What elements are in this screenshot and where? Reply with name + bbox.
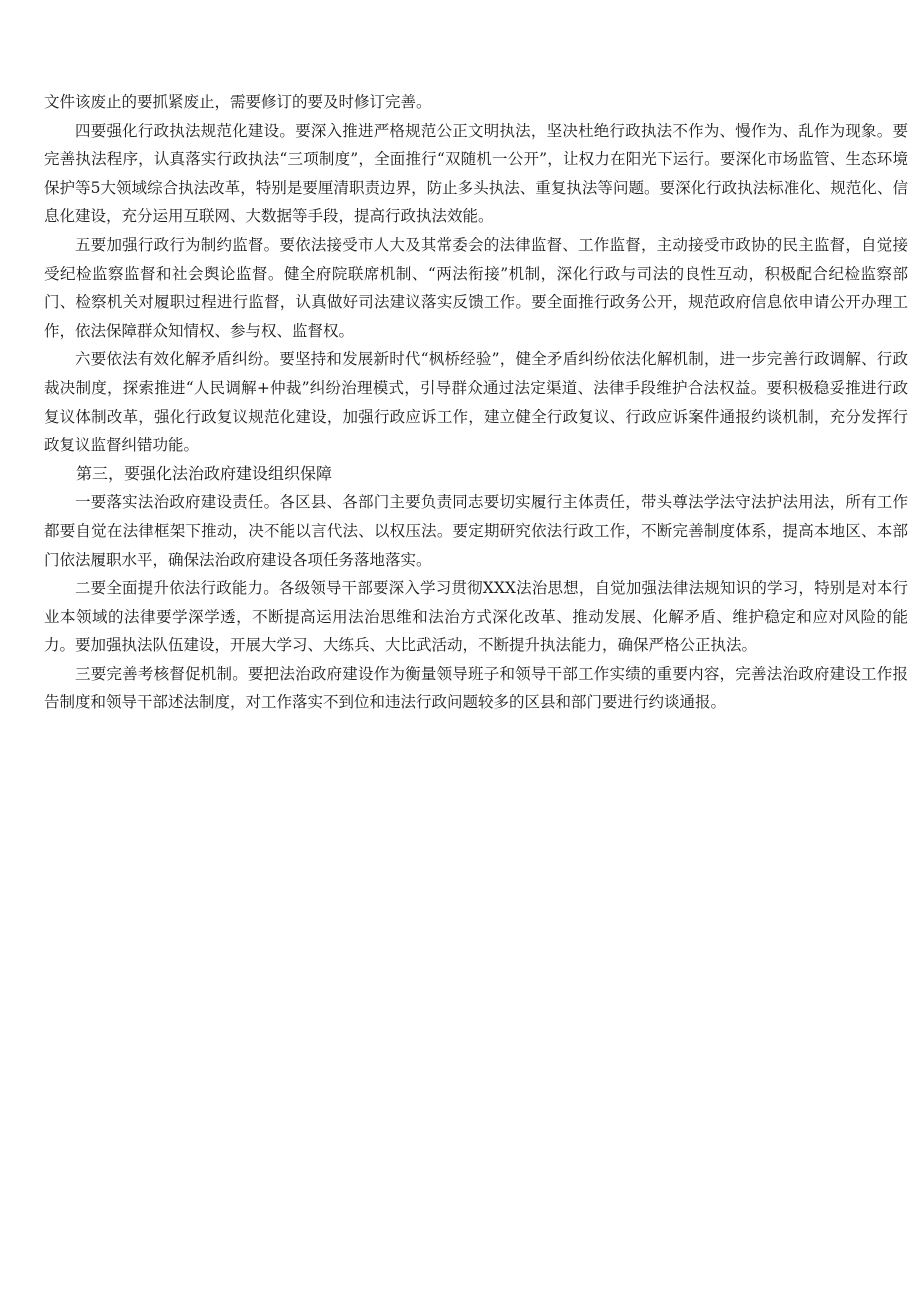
paragraph-dispute-resolution: 六要依法有效化解矛盾纠纷。要坚持和发展新时代“枫桥经验”，健全矛盾纠纷依法化解机制，进一步完善行政调解、行政裁决制度，探索推进“人民调解+仲裁”纠纷治理模式，引导群众通过法定渠道、法律手段维护合法权益。要积极稳妥推进行政复议体制改革，强化行政复议规范化建设，加强行政应诉工作，建立健全行政复议、行政应诉案件通报约谈机制，充分发挥行政复议监督纠错功能。 bbox=[44, 350, 908, 455]
section-heading: 第三，要强化法治政府建设组织保障 bbox=[76, 463, 333, 483]
paragraph-responsibility: 一要落实法治政府建设责任。各区县、各部门主要负责同志要切实履行主体责任，带头尊法学法守法护法用法，所有工作都要自觉在法律框架下推动，决不能以言代法、以权压法。要定期研究依法行政工作，不断完善制度体系，提高本地区、本部门依法履职水平，确保法治政府建设各项任务落地落实。 bbox=[44, 493, 908, 569]
paragraph-assessment: 三要完善考核督促机制。要把法治政府建设作为衡量领导班子和领导干部工作实绩的重要内容，完善法治政府建设工作报告制度和领导干部述法制度，对工作落实不到位和违法行政问题较多的区县和部门要进行约谈通报。 bbox=[44, 664, 908, 712]
document-body bbox=[44, 88, 908, 717]
paragraph-supervision: 五要加强行政行为制约监督。要依法接受市人大及其常委会的法律监督、工作监督，主动接受市政协的民主监督，自觉接受纪检监察监督和社会舆论监督。健全府院联席机制、“两法衔接”机制，深化行政与司法的良性互动，积极配合纪检监察部门、检察机关对履职过程进行监督，认真做好司法建议落实反馈工作。要全面推行政务公开，规范政府信息依申请公开办理工作，依法保障群众知情权、参与权、监督权。 bbox=[44, 235, 908, 340]
paragraph-law-enforcement: 四要强化行政执法规范化建设。要深入推进严格规范公正文明执法，坚决杜绝行政执法不作为、慢作为、乱作为现象。要完善执法程序，认真落实行政执法“三项制度”，全面推行“双随机一公开”，让权力在阳光下运行。要深化市场监管、生态环境保护等5大领域综合执法改革，特别是要厘清职责边界，防止多头执法、重复执法等问题。要深化行政执法标准化、规范化、信息化建设，充分运用互联网、大数据等手段，提高行政执法效能。 bbox=[44, 121, 908, 226]
paragraph-continuation: 文件该废止的要抓紧废止，需要修订的要及时修订完善。 bbox=[44, 93, 432, 111]
paragraph-capability: 二要全面提升依法行政能力。各级领导干部要深入学习贯彻XXX法治思想，自觉加强法律法规知识的学习，特别是对本行业本领域的法律要学深学透，不断提高运用法治思维和法治方式深化改革、推动发展、化解矛盾、维护稳定和应对风险的能力。要加强执法队伍建设，开展大学习、大练兵、大比武活动，不断提升执法能力，确保严格公正执法。 bbox=[44, 579, 908, 655]
